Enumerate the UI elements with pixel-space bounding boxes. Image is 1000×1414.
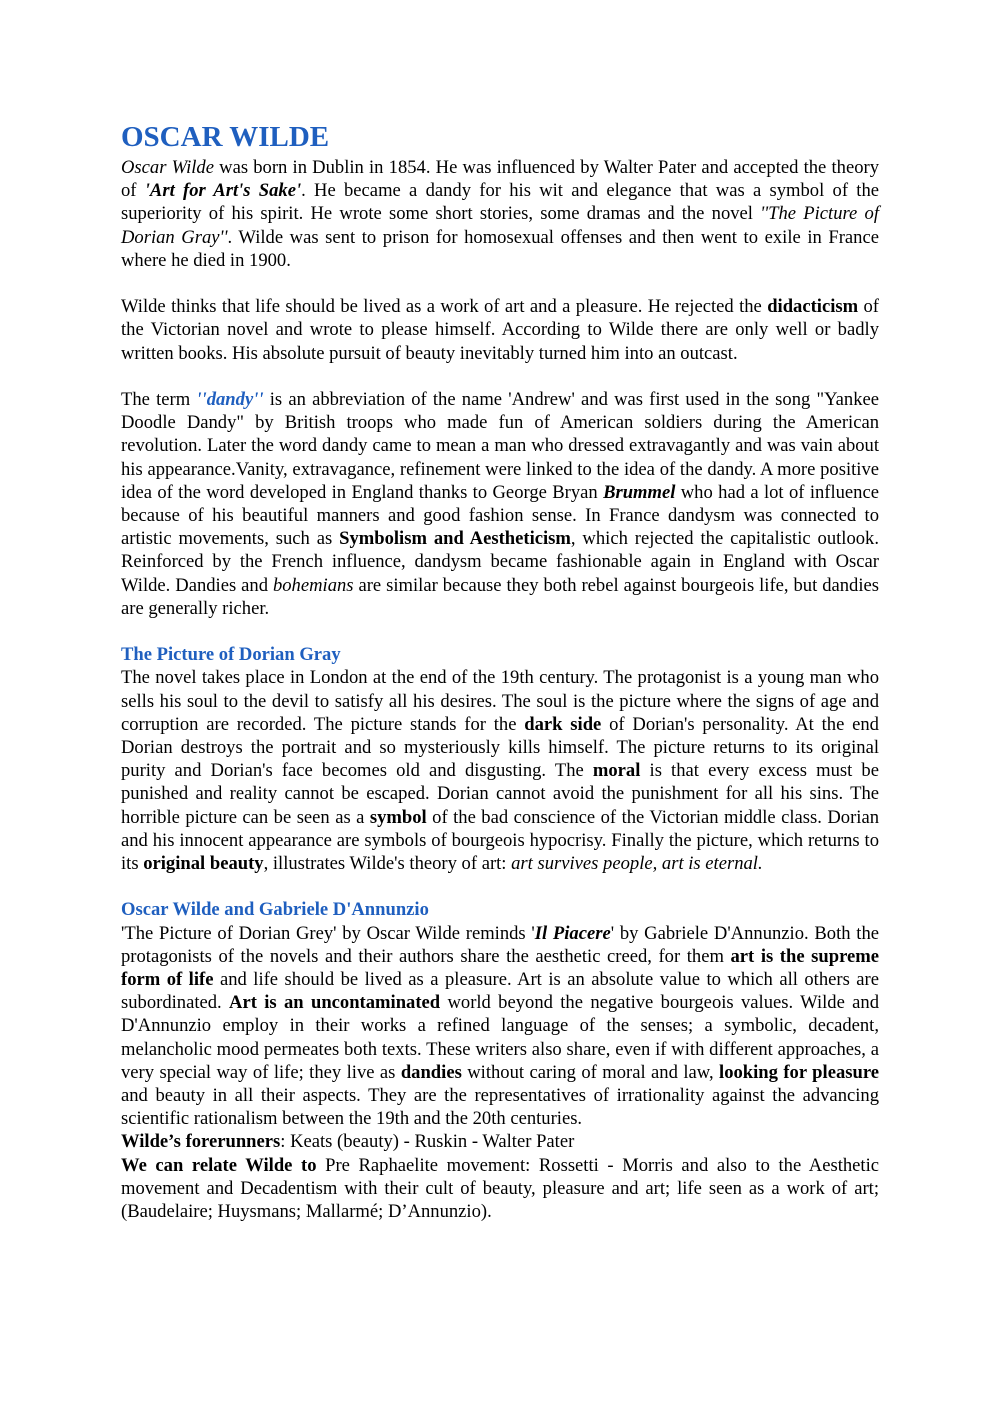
dandy-term: ''dandy'' [196,389,264,410]
bohemians-term: bohemians [272,574,354,596]
art-for-arts-sake: 'Art for Art's Sake' [144,180,302,202]
spacer [121,272,879,295]
author-name: Oscar Wilde [121,157,214,178]
relate-label: We can relate Wilde to [121,1154,317,1176]
forerunners-label: Wilde’s forerunners [121,1131,281,1153]
forerunners-line: Wilde’s forerunners: Keats (beauty) - Ruskin - Walter Pater [121,1131,575,1153]
spacer [121,875,879,898]
document-page [121,118,879,1223]
movements-term: Symbolism and Aestheticism [339,528,571,550]
brummel-name: Brummel [603,481,676,503]
novel-title: ''The Picture of Dorian Gray'' [121,203,879,248]
life-paragraph: Wilde thinks that life should be lived as a work of art and a pleasure. He rejected the didacticism of the Victorian novel and wrote to please himself. According to Wilde there are only well or badly written books. His absolute pursuit of beauty inevitably turned him into an outcast. [121,296,879,364]
relate-paragraph: We can relate Wilde to Pre Raphaelite movement: Rossetti - Morris and also to the Aesthetic movement and Decadentism with their cult of beauty, pleasure and art; life seen as a work of art; (Baudelaire; Huysmans; Mallarmé; D’Annunzio). [121,1154,879,1223]
dorian-paragraph: The novel takes place in London at the end of the 19th century. The protagonist is a young man who sells his soul to the devil to satisfy all his desires. The soul is the picture where the signs of age and corruption are recorded. The picture stands for the dark side of Dorian's personality. At the end Dorian destroys the portrait and so mysteriously kills himself. The picture returns to its original purity and Dorian's face becomes old and disgusting. The moral is that every excess must be punished and reality cannot be escaped. Dorian cannot avoid the punishment for all his sins. The horrible picture can be seen as a symbol of the bad conscience of the Victorian middle class. Dorian and his innocent appearance are symbols of bourgeois hypocrisy. Finally the picture, which returns to its original beauty, illustrates Wilde's theory of art: art survives people, art is eternal. [121,667,879,875]
dannunzio-heading: Oscar Wilde and Gabriele D'Annunzio [121,899,429,921]
bio-paragraph: Oscar Wilde was born in Dublin in 1854. He was influenced by Walter Pater and accepted the theory of 'Art for Art's Sake'. He became a dandy for his wit and elegance that was a symbol of the superiority of his spirit. He wrote some short stories, some dramas and the novel ''The Picture of Dorian Gray''. Wilde was sent to prison for homosexual offenses and then went to exile in France where he died in 1900. [121,157,879,271]
didacticism-term: didacticism [767,296,859,318]
dannunzio-paragraph: 'The Picture of Dorian Grey' by Oscar Wilde reminds 'Il Piacere' by Gabriele D'Annunzio. Both the protagonists of the novels and their authors share the aesthetic creed, for them art is the supreme form of life and life should be lived as a pleasure. Art is an absolute value to which all others are subordinated. Art is an uncontaminated world beyond the negative bourgeois values. Wilde and D'Annunzio employ in their works a refined language of the senses; a symbolic, decadent, melancholic mood permeates both texts. These writers also share, even if with different approaches, a very special way of life; they live as dandies without caring of moral and law, looking for pleasure and beauty in all their aspects. They are the representatives of irrationality against the advancing scientific rationalism between the 19th and the 20th centuries. [121,922,880,1130]
spacer [121,620,879,643]
spacer [121,365,879,388]
dorian-heading: The Picture of Dorian Gray [121,644,341,666]
page-title: OSCAR WILDE [121,121,330,153]
dandy-paragraph: The term ''dandy'' is an abbreviation of the name 'Andrew' and was first used in the song "Yankee Doodle Dandy" by British troops who made fun of American soldiers during the American revolution. Later the word dandy came to mean a man who dressed extravagantly and was vain about his appearance.Vanity, extravagance, refinement were linked to the idea of the dandy. A more positive idea of the word developed in England thanks to George Bryan Brummel who had a lot of influence because of his beautiful manners and good fashion sense. In France dandysm was connected to artistic movements, such as Symbolism and Aestheticism, which rejected the capitalistic outlook. Reinforced by the French influence, dandysm became fashionable again in England with Oscar Wilde. Dandies and bohemians are similar because they both rebel against bourgeois life, but dandies are generally richer. [121,389,879,619]
